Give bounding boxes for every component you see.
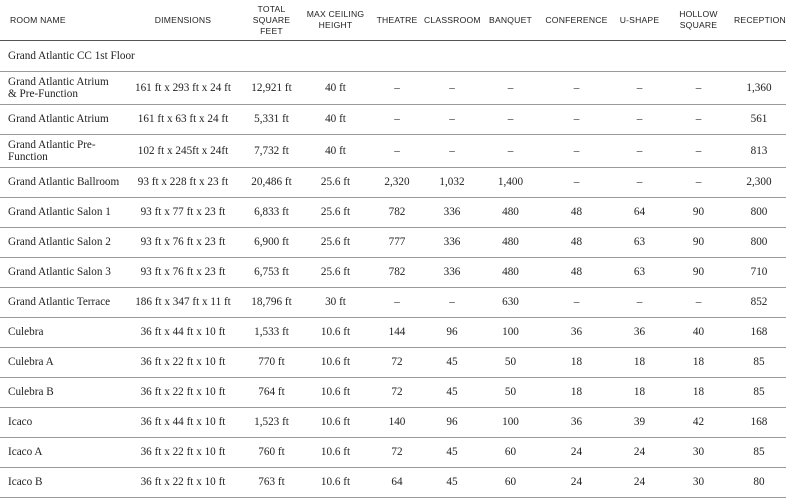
table-row — [0, 168, 786, 198]
room-theatre: 140 — [372, 408, 422, 438]
room-name: Grand Atlantic Atrium — [0, 105, 122, 135]
room-ushape: 63 — [614, 258, 665, 288]
room-reception: 800 — [732, 228, 786, 258]
room-reception: 85 — [732, 378, 786, 408]
header-max-ceiling-height: MAX CEILING HEIGHT — [299, 0, 372, 41]
room-hollow-square: – — [665, 288, 732, 318]
room-total-sqft: 760 ft — [244, 438, 299, 468]
table-row — [0, 408, 786, 438]
room-hollow-square: – — [665, 105, 732, 135]
room-name: Grand Atlantic Salon 2 — [0, 228, 122, 258]
room-ceiling: 40 ft — [299, 135, 372, 168]
room-total-sqft: 7,732 ft — [244, 135, 299, 168]
room-conference: 48 — [539, 228, 614, 258]
table-row — [0, 105, 786, 135]
room-hollow-square: 90 — [665, 198, 732, 228]
room-reception: 2,300 — [732, 168, 786, 198]
room-name: Grand Atlantic Ballroom — [0, 168, 122, 198]
table-row — [0, 228, 786, 258]
room-conference: – — [539, 135, 614, 168]
room-total-sqft: 12,921 ft — [244, 72, 299, 105]
header-theatre: THEATRE — [372, 0, 422, 41]
room-banquet: – — [482, 135, 539, 168]
room-dimensions: 93 ft x 228 ft x 23 ft — [122, 168, 244, 198]
room-ushape: 63 — [614, 228, 665, 258]
room-dimensions: 36 ft x 22 ft x 10 ft — [122, 378, 244, 408]
room-ceiling: 40 ft — [299, 105, 372, 135]
room-reception: 852 — [732, 288, 786, 318]
room-hollow-square: – — [665, 72, 732, 105]
room-conference: 48 — [539, 258, 614, 288]
room-classroom: 96 — [422, 408, 482, 438]
room-conference: 24 — [539, 468, 614, 498]
room-banquet: 1,400 — [482, 168, 539, 198]
room-reception: 710 — [732, 258, 786, 288]
room-total-sqft: 18,796 ft — [244, 288, 299, 318]
room-theatre: 64 — [372, 468, 422, 498]
room-theatre: – — [372, 135, 422, 168]
room-classroom: 96 — [422, 318, 482, 348]
room-conference: – — [539, 72, 614, 105]
room-reception: 85 — [732, 438, 786, 468]
room-banquet: 480 — [482, 258, 539, 288]
room-ushape: 18 — [614, 378, 665, 408]
room-name: Grand Atlantic Salon 1 — [0, 198, 122, 228]
room-ceiling: 10.6 ft — [299, 378, 372, 408]
room-total-sqft: 5,331 ft — [244, 105, 299, 135]
room-name: Grand Atlantic Pre-Function — [0, 135, 122, 168]
room-theatre: 72 — [372, 378, 422, 408]
header-dimensions: DIMENSIONS — [122, 0, 244, 41]
room-hollow-square: 30 — [665, 438, 732, 468]
room-name: Grand Atlantic Terrace — [0, 288, 122, 318]
room-total-sqft: 764 ft — [244, 378, 299, 408]
room-dimensions: 36 ft x 44 ft x 10 ft — [122, 318, 244, 348]
room-name: Icaco B — [0, 468, 122, 498]
room-conference: – — [539, 288, 614, 318]
room-classroom: 45 — [422, 348, 482, 378]
room-banquet: 480 — [482, 228, 539, 258]
room-banquet: 100 — [482, 318, 539, 348]
table-row — [0, 438, 786, 468]
room-total-sqft: 763 ft — [244, 468, 299, 498]
room-conference: – — [539, 105, 614, 135]
header-total-square-feet: TOTAL SQUARE FEET — [244, 0, 299, 41]
room-ushape: 36 — [614, 318, 665, 348]
room-dimensions: 93 ft x 76 ft x 23 ft — [122, 258, 244, 288]
room-hollow-square: 90 — [665, 258, 732, 288]
room-dimensions: 36 ft x 44 ft x 10 ft — [122, 408, 244, 438]
room-ushape: 39 — [614, 408, 665, 438]
room-reception: 168 — [732, 318, 786, 348]
table-row — [0, 288, 786, 318]
room-banquet: 480 — [482, 198, 539, 228]
room-ushape: – — [614, 72, 665, 105]
room-theatre: 782 — [372, 198, 422, 228]
room-ceiling: 30 ft — [299, 288, 372, 318]
room-conference: 36 — [539, 408, 614, 438]
room-reception: 800 — [732, 198, 786, 228]
room-ushape: 64 — [614, 198, 665, 228]
room-classroom: 336 — [422, 228, 482, 258]
room-hollow-square: 30 — [665, 468, 732, 498]
room-ushape: 24 — [614, 438, 665, 468]
room-banquet: 60 — [482, 438, 539, 468]
room-theatre: – — [372, 72, 422, 105]
section-row — [0, 41, 786, 72]
room-classroom: – — [422, 105, 482, 135]
section-title: Grand Atlantic CC 1st Floor — [0, 41, 786, 72]
room-classroom: 45 — [422, 438, 482, 468]
room-ushape: – — [614, 105, 665, 135]
room-conference: 48 — [539, 198, 614, 228]
room-classroom: – — [422, 135, 482, 168]
room-name: Grand Atlantic Atrium & Pre-Function — [0, 72, 122, 105]
table-row — [0, 72, 786, 105]
room-ceiling: 25.6 ft — [299, 258, 372, 288]
room-ceiling: 10.6 ft — [299, 408, 372, 438]
room-reception: 813 — [732, 135, 786, 168]
room-ushape: 18 — [614, 348, 665, 378]
room-banquet: 630 — [482, 288, 539, 318]
room-reception: 561 — [732, 105, 786, 135]
room-conference: – — [539, 168, 614, 198]
room-total-sqft: 6,753 ft — [244, 258, 299, 288]
room-classroom: – — [422, 288, 482, 318]
header-banquet: BANQUET — [482, 0, 539, 41]
room-dimensions: 36 ft x 22 ft x 10 ft — [122, 468, 244, 498]
room-ceiling: 10.6 ft — [299, 468, 372, 498]
room-classroom: 1,032 — [422, 168, 482, 198]
room-reception: 85 — [732, 348, 786, 378]
room-ushape: – — [614, 168, 665, 198]
room-name: Culebra — [0, 318, 122, 348]
room-ceiling: 25.6 ft — [299, 168, 372, 198]
room-total-sqft: 770 ft — [244, 348, 299, 378]
room-hollow-square: 42 — [665, 408, 732, 438]
header-room-name: ROOM NAME — [0, 0, 122, 41]
room-classroom: – — [422, 72, 482, 105]
room-classroom: 45 — [422, 378, 482, 408]
header-classroom: CLASSROOM — [422, 0, 482, 41]
room-classroom: 45 — [422, 468, 482, 498]
table-row — [0, 318, 786, 348]
room-reception: 80 — [732, 468, 786, 498]
table-row — [0, 135, 786, 168]
room-banquet: 50 — [482, 378, 539, 408]
table-row — [0, 198, 786, 228]
room-reception: 168 — [732, 408, 786, 438]
room-theatre: 72 — [372, 438, 422, 468]
room-dimensions: 186 ft x 347 ft x 11 ft — [122, 288, 244, 318]
room-banquet: – — [482, 72, 539, 105]
room-ushape: – — [614, 135, 665, 168]
room-hollow-square: – — [665, 168, 732, 198]
room-hollow-square: 18 — [665, 348, 732, 378]
room-banquet: 50 — [482, 348, 539, 378]
room-ceiling: 10.6 ft — [299, 348, 372, 378]
room-dimensions: 93 ft x 77 ft x 23 ft — [122, 198, 244, 228]
room-banquet: 100 — [482, 408, 539, 438]
room-hollow-square: 40 — [665, 318, 732, 348]
room-banquet: – — [482, 105, 539, 135]
room-dimensions: 102 ft x 245ft x 24ft — [122, 135, 244, 168]
room-name: Icaco A — [0, 438, 122, 468]
room-theatre: 144 — [372, 318, 422, 348]
room-banquet: 60 — [482, 468, 539, 498]
room-theatre: 2,320 — [372, 168, 422, 198]
room-hollow-square: – — [665, 135, 732, 168]
room-ceiling: 25.6 ft — [299, 228, 372, 258]
room-total-sqft: 1,523 ft — [244, 408, 299, 438]
header-conference: CONFERENCE — [539, 0, 614, 41]
room-total-sqft: 20,486 ft — [244, 168, 299, 198]
room-total-sqft: 6,833 ft — [244, 198, 299, 228]
room-hollow-square: 18 — [665, 378, 732, 408]
room-dimensions: 161 ft x 63 ft x 24 ft — [122, 105, 244, 135]
header-u-shape: U-SHAPE — [614, 0, 665, 41]
room-conference: 18 — [539, 348, 614, 378]
room-name: Culebra A — [0, 348, 122, 378]
room-name: Grand Atlantic Salon 3 — [0, 258, 122, 288]
room-dimensions: 36 ft x 22 ft x 10 ft — [122, 438, 244, 468]
table-header — [0, 0, 786, 41]
room-reception: 1,360 — [732, 72, 786, 105]
room-conference: 24 — [539, 438, 614, 468]
room-conference: 18 — [539, 378, 614, 408]
room-name: Icaco — [0, 408, 122, 438]
room-hollow-square: 90 — [665, 228, 732, 258]
room-dimensions: 93 ft x 76 ft x 23 ft — [122, 228, 244, 258]
room-total-sqft: 6,900 ft — [244, 228, 299, 258]
room-dimensions: 36 ft x 22 ft x 10 ft — [122, 348, 244, 378]
table-row — [0, 258, 786, 288]
table-body — [0, 41, 786, 498]
room-ceiling: 40 ft — [299, 72, 372, 105]
room-classroom: 336 — [422, 198, 482, 228]
room-total-sqft: 1,533 ft — [244, 318, 299, 348]
room-theatre: 72 — [372, 348, 422, 378]
header-reception: RECEPTION — [732, 0, 786, 41]
room-ushape: – — [614, 288, 665, 318]
room-classroom: 336 — [422, 258, 482, 288]
room-theatre: 777 — [372, 228, 422, 258]
room-conference: 36 — [539, 318, 614, 348]
room-ushape: 24 — [614, 468, 665, 498]
header-hollow-square: HOLLOW SQUARE — [665, 0, 732, 41]
room-theatre: – — [372, 288, 422, 318]
room-ceiling: 10.6 ft — [299, 438, 372, 468]
room-ceiling: 25.6 ft — [299, 198, 372, 228]
room-theatre: – — [372, 105, 422, 135]
table-row — [0, 468, 786, 498]
room-dimensions: 161 ft x 293 ft x 24 ft — [122, 72, 244, 105]
room-theatre: 782 — [372, 258, 422, 288]
header-row — [0, 0, 786, 41]
table-row — [0, 348, 786, 378]
room-ceiling: 10.6 ft — [299, 318, 372, 348]
table-row — [0, 378, 786, 408]
room-name: Culebra B — [0, 378, 122, 408]
